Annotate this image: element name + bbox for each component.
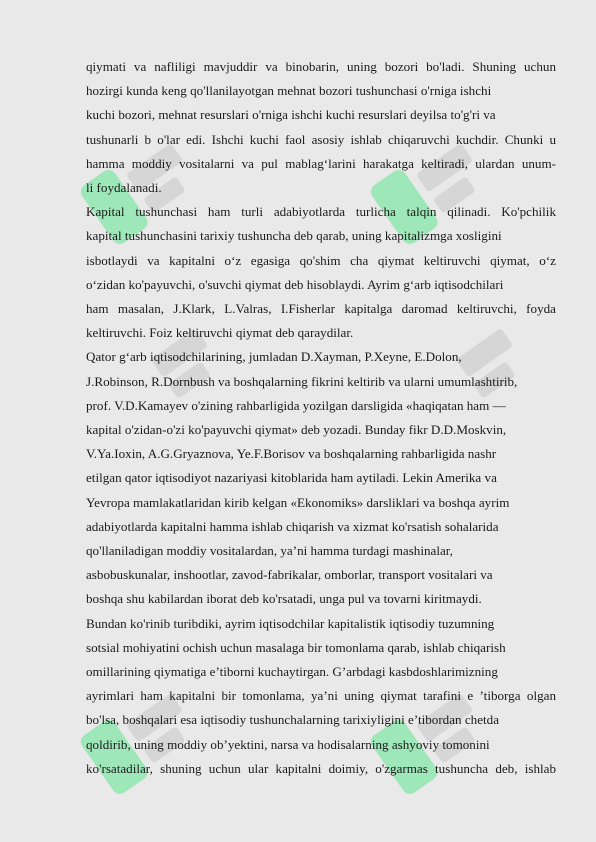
- body-text: [86, 55, 556, 781]
- text-line: etilgan qator iqtisodiyot nazariyasi kitoblarida ham aytiladi. Lekin Amerika va: [86, 470, 497, 486]
- text-line: sotsial mohiyatini ochish uchun masalaga bir tomonlama qarab, ishlab chiqarish: [86, 639, 506, 655]
- text-line: omillarining qiymatiga e’tiborni kuchaytirgan. G’arbdagi kasbdoshlarimizning: [86, 664, 498, 680]
- text-line: Yevropa mamlakatlaridan kirib kelgan «Ekonomiks» darsliklari va boshqa ayrim: [86, 494, 510, 510]
- text-line: kuchi bozori, mehnat resurslari o'rniga ishchi kuchi resurslari deyilsa to'g'ri va: [86, 107, 496, 123]
- text-line: boshqa shu kabilardan iborat deb ko'rsatadi, unga pul va tovarni kiritmaydi.: [86, 591, 482, 607]
- text-line: qoldirib, uning moddiy ob’yektini, narsa va hodisalarning ashyoviy tomonini: [86, 736, 490, 752]
- text-line: o‘zidan ko'payuvchi, o'suvchi qiymat deb hisoblaydi. Ayrim g‘arb iqtisodchilari: [86, 276, 504, 292]
- text-line: ayrimlari ham kapitalni bir tomonlama, ya’ni uning qiymat tarafini e ’tiborga olgan: [86, 688, 556, 704]
- text-line: adabiyotlarda kapitalni hamma ishlab chiqarish va xizmat ko'rsatish sohalarida: [86, 518, 499, 534]
- text-line: Bundan ko'rinib turibdiki, ayrim iqtisodchilar kapitalistik iqtisodiy tuzumning: [86, 615, 495, 631]
- text-line: ko'rsatadilar, shuning uchun ular kapitalni doimiy, o'zgarmas tushuncha deb, ishlab: [86, 760, 556, 776]
- text-line: isbotlaydi va kapitalni o‘z egasiga qo'shim cha qiymat keltiruvchi qiymat, o‘z: [86, 252, 556, 268]
- text-line: asbobuskunalar, inshootlar, zavod-fabrikalar, omborlar, transport vositalari va: [86, 567, 493, 583]
- text-line: kapital tushunchasini tarixiy tushuncha deb qarab, uning kapitalizmga xosligini: [86, 228, 502, 244]
- text-line: qo'llaniladigan moddiy vositalardan, ya’ni hamma turdagi mashinalar,: [86, 543, 453, 559]
- text-line: bo'lsa, boshqalari esa iqtisodiy tushunchalarning tarixiyligini e’tibordan chetda: [86, 712, 500, 728]
- text-line: qiymati va nafliligi mavjuddir va binobarin, uning bozori bo'ladi. Shuning uchun: [86, 59, 556, 74]
- text-line: J.Robinson, R.Dornbush va boshqalarning fikrini keltirib va ularni umumlashtirib,: [86, 373, 518, 389]
- text-line: prof. V.D.Kamayev o'zining rahbarligida yozilgan darsligida «haqiqatan ham —: [86, 397, 506, 413]
- text-line: hamma moddiy vositalarni va pul mablag‘larini harakatga keltiradi, ulardan unum-: [86, 155, 556, 171]
- text-line: li foydalanadi.: [86, 180, 162, 196]
- text-line: keltiruvchi. Foiz keltiruvchi qiymat deb qaraydilar.: [86, 325, 354, 341]
- text-line: V.Ya.Ioxin, A.G.Gryaznova, Ye.F.Borisov va boshqalarning rahbarligida nashr: [86, 446, 497, 462]
- text-line: kapital o'zidan-o'zi ko'payuvchi qiymat» deb yozadi. Bunday fikr D.D.Moskvin,: [86, 422, 507, 438]
- text-line: Qator g‘arb iqtisodchilarining, jumladan D.Xayman, P.Xeyne, E.Dolon,: [86, 349, 462, 365]
- text-line: tushunarli b o'lar edi. Ishchi kuchi faol asosiy ishlab chiqaruvchi kuchdir. Chunki u: [86, 131, 556, 147]
- text-line: Kapital tushunchasi ham turli adabiyotlarda turlicha talqin qilinadi. Ko'pchilik: [86, 204, 556, 220]
- text-line: ham masalan, J.Klark, L.Valras, I.Fisherlar kapitalga daromad keltiruvchi, foyda: [86, 301, 556, 317]
- text-line: hozirgi kunda keng qo'llanilayotgan mehnat bozori tushunchasi o'rniga ishchi: [86, 83, 492, 99]
